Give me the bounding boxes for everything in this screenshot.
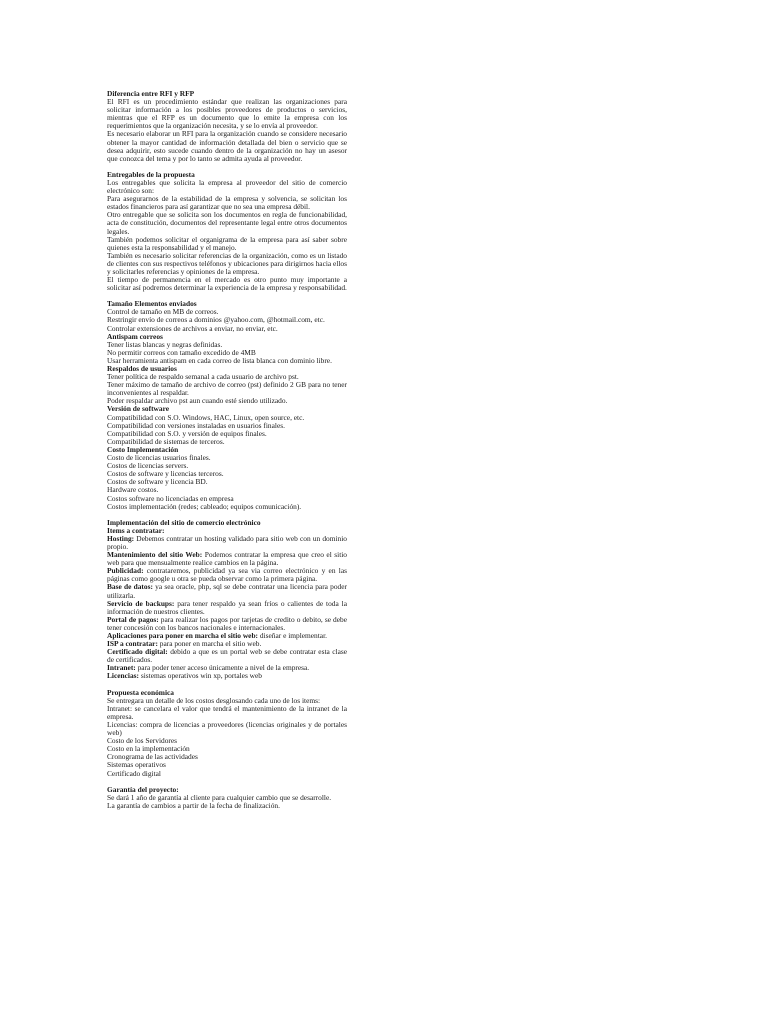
definition-term: Mantenimiento del sitio Web: [107, 550, 203, 560]
definition-term: Publicidad: [107, 566, 144, 576]
paragraph: Sistemas operativos [107, 760, 166, 770]
section-propuesta-economica [107, 689, 347, 778]
section-title: Propuesta económica [107, 687, 174, 697]
definition-item [107, 648, 347, 664]
section-requirements [107, 300, 347, 510]
definition-text: Podemos contratar la empresa que creo el sitio web para que mensualmente realice cambios en la página. [107, 550, 347, 568]
section-title: Implementación del sitio de comercio electrónico [107, 517, 261, 527]
definition-term: Servicio de backups: [107, 598, 175, 608]
list-item: Costos software no licenciadas en empresa [107, 493, 234, 503]
section-subtitle: Items a contratar: [107, 525, 165, 535]
paragraph: Costo de los Servidores [107, 736, 178, 746]
definition-term: Hosting: [107, 533, 135, 543]
definition-item [107, 672, 347, 680]
definition-text: debido a que es un portal web se debe contratar esta clase de certificados. [107, 647, 347, 665]
paragraph: También podemos solicitar el organigrama de la empresa para así saber sobre quienes esta la responsabilidad y el manejo. [107, 234, 347, 252]
group-title: Antispam correos [107, 331, 163, 341]
definition-text: para poner en marcha el sitio web. [157, 639, 262, 649]
definition-item [107, 600, 347, 616]
definition-item [107, 551, 347, 567]
list-item: Compatibilidad con S.O. y versión de equipos finales. [107, 428, 267, 438]
definition-text: para tener respaldo ya sean fríos o calientes de toda la información de nuestros clientes. [107, 598, 347, 616]
section-rfi-rfp [107, 90, 347, 163]
list-item: Controlar extensiones de archivos a enviar, no enviar, etc. [107, 323, 278, 333]
list-item: Compatibilidad de sistemas de terceros. [107, 436, 225, 446]
document-page [107, 90, 347, 818]
paragraph: Intranet: se cancelara el valor que tendrá el mantenimiento de la intranet de la empresa. [107, 703, 347, 721]
group-title: Tamaño Elementos enviados [107, 299, 197, 309]
list-item: Tener máximo de tamaño de archivo de correo (pst) definido 2 GB para no tener inconvenientes al respaldar. [107, 380, 347, 398]
definition-term: ISP a contratar: [107, 639, 158, 649]
section-garantia [107, 786, 347, 810]
paragraph: El RFI es un procedimiento estándar que realizan las organizaciones para solicitar información a los posibles proveedores de productos o servicios, mientras que el RFP es un documento que lo emite la empresa con los requerimientos que la organización necesita, y se lo envía al proveedor. [107, 97, 347, 131]
paragraph: La garantía de cambios a partir de la fecha de finalización. [107, 800, 280, 810]
list-item: Control de tamaño en MB de correos. [107, 307, 219, 317]
list-item: Costo de licencias usuarios finales. [107, 453, 211, 463]
definition-term: Aplicaciones para poner en marcha el sitio web: [107, 631, 259, 640]
paragraph: El tiempo de permanencia en el mercado es otro punto muy importante a solicitar así podremos determinar la experiencia de la empresa y responsabilidad. [107, 275, 347, 293]
paragraph: Certificado digital [107, 768, 161, 778]
list-item: Usar herramienta antispam en cada correo de lista blanca con dominio libre. [107, 355, 332, 365]
definition-item [107, 616, 347, 632]
definition-term: Intranet: [107, 663, 136, 673]
list-item: No permitir correos con tamaño excedido de 4MB [107, 347, 256, 357]
definition-text: contrataremos, publicidad ya sea via correo electrónico y en las páginas como google u otra se pueda observar como la primera página. [107, 566, 347, 584]
list-item: Tener listas blancas y negras definidas. [107, 339, 223, 349]
definition-term: Licencias: [107, 671, 140, 681]
list-item: Costos de licencias servers. [107, 461, 189, 471]
paragraph: Otro entregable que se solicita son los documentos en regla de funcionabilidad, acta de constitución, documentos del representante legal entre otros documentos legales. [107, 210, 347, 236]
list-item: Poder respaldar archivo pst aun cuando esté siendo utilizado. [107, 396, 288, 406]
definition-term: Base de datos: [107, 582, 153, 592]
list-item: Costos de software y licencias terceros. [107, 469, 224, 479]
paragraph: Licencias: compra de licencias a proveedores (licencias originales y de portales web) [107, 719, 347, 738]
paragraph: Para asegurarnos de la estabilidad de la empresa y solvencia, se solicitan los estados financieros para así garantizar que no sea una empresa débil. [107, 194, 347, 212]
definition-item [107, 535, 347, 551]
definition-item [107, 567, 347, 583]
section-entregables [107, 171, 347, 292]
group-title: Costo Implementación [107, 444, 179, 454]
paragraph: También es necesario solicitar referencias de la organización, como es un listado de clientes con sus respectivos teléfonos y ubicaciones para dirigirnos hacia ellos y solicitarles referencias y opiniones de la empresa. [107, 250, 347, 276]
paragraph: Costo en la implementación [107, 744, 190, 754]
definition-text: diseñar e implementar. [258, 631, 327, 640]
definition-text: Debemos contratar un hosting validado para sitio web con un dominio propio. [107, 533, 347, 551]
paragraph: Es necesario elaborar un RFI para la organización cuando se considere necesario obtener la mayor cantidad de información detallada del bien o servicio que se desea adquirir, esto sucede cuando dentro de la organización no hay un asesor que conozca del tema y por lo tanto se admita ayuda al proveedor. [107, 129, 347, 163]
group-title: Versión de software [107, 404, 169, 414]
list-item: Hardware costos. [107, 485, 159, 495]
section-title: Entregables de la propuesta [107, 169, 195, 179]
list-item: Costos implementación (redes; cableado; equipos comunicación). [107, 501, 302, 511]
list-item: Compatibilidad con S.O. Windows, HAC, Linux, open source, etc. [107, 412, 305, 422]
definition-text: ya sea oracle, php, sql se debe contratar una licencia para poder utilizarla. [107, 582, 347, 600]
list-item: Tener política de respaldo semanal a cada usuario de archivo pst. [107, 372, 299, 382]
group-title: Respaldos de usuarios [107, 364, 177, 373]
paragraph: Se dará 1 año de garantía al cliente para cualquier cambio que se desarrolle. [107, 792, 332, 802]
list-item: Costos de software y licencia BD. [107, 477, 208, 487]
list-item: Compatibilidad con versiones instaladas en usuarios finales. [107, 420, 285, 430]
definition-item [107, 583, 347, 599]
definition-text: para realizar los pagos por tarjetas de credito o debito, se debe tener concesión con los bancos nacionales e internacionales. [107, 614, 347, 632]
paragraph: Los entregables que solicita la empresa al proveedor del sitio de comercio electrónico son: [107, 177, 347, 196]
section-implementacion [107, 519, 347, 681]
list-item: Restringir envío de correos a dominios @yahoo.com, @hotmail.com, etc. [107, 315, 325, 325]
definition-term: Portal de pagos: [107, 614, 159, 624]
definition-text: para poder tener acceso únicamente a nivel de la empresa. [135, 663, 310, 673]
definition-term: Certificado digital: [107, 647, 168, 657]
paragraph: Se entregara un detalle de los costos desglosando cada uno de los items: [107, 695, 321, 705]
definition-text: sistemas operativos win xp, portales web [139, 671, 262, 681]
section-title: Garantía del proyecto: [107, 784, 179, 794]
paragraph: Cronograma de las actividades [107, 752, 198, 762]
section-title: Diferencia entre RFI y RFP [107, 89, 195, 98]
